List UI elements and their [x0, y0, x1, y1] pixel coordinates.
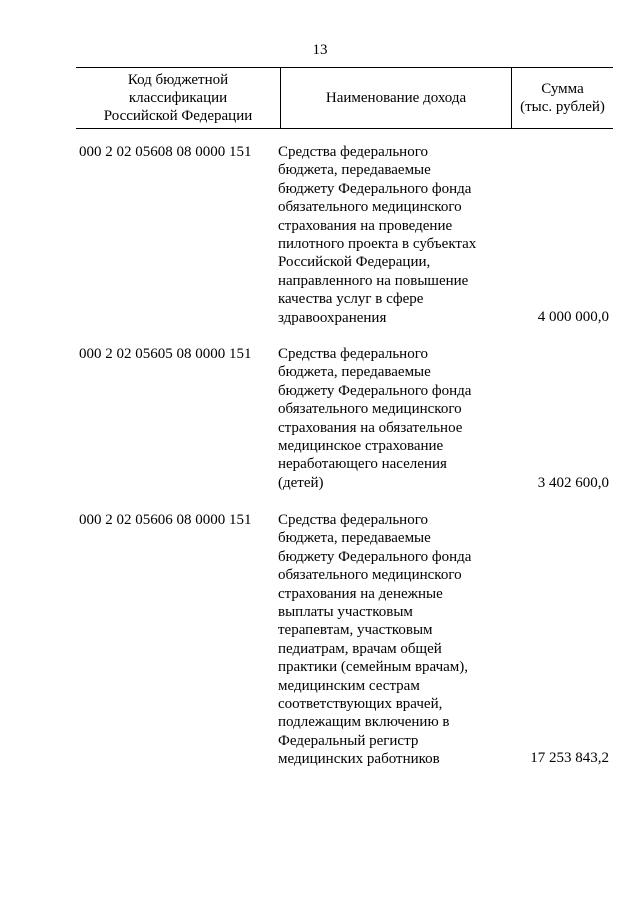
- budget-code: 000 2 02 05606 08 0000 151: [79, 512, 252, 528]
- income-name: Средства федерального бюджета, передаваемые бюджету Федерального фонда обязательного медицинского страхования на обязательное медицинское страхование неработающего населения (детей): [278, 346, 472, 491]
- income-amount: 3 402 600,0: [537, 474, 609, 491]
- header-amount-column: Сумма (тыс. рублей): [520, 81, 605, 115]
- income-amount: 17 253 843,2: [530, 749, 609, 766]
- income-amount: 4 000 000,0: [537, 308, 609, 325]
- header-code-column: Код бюджетной классификации Российской Федерации: [76, 68, 281, 128]
- table-header: [76, 67, 613, 129]
- budget-code: 000 2 02 05608 08 0000 151: [79, 144, 252, 160]
- page-number: 13: [312, 42, 328, 58]
- table-row: [79, 143, 609, 326]
- table-row: [79, 345, 609, 492]
- table-row: [79, 511, 609, 767]
- header-name-column: Наименование дохода: [281, 68, 512, 128]
- income-name: Средства федерального бюджета, передаваемые бюджету Федерального фонда обязательного медицинского страхования на денежные выплаты участковым терапевтам, участковым педиатрам, врачам общей практики (семейным врачам), медицинским сестрам соответствующих врачей, подлежащим включению в Федеральный регистр медицинских работников: [278, 512, 472, 768]
- income-name: Средства федерального бюджета, передаваемые бюджету Федерального фонда обязательного медицинского страхования на проведение пилотного проекта в субъектах Российской Федерации, направленного на повышение качества услуг в сфере здравоохранения: [278, 144, 477, 326]
- budget-code: 000 2 02 05605 08 0000 151: [79, 346, 252, 362]
